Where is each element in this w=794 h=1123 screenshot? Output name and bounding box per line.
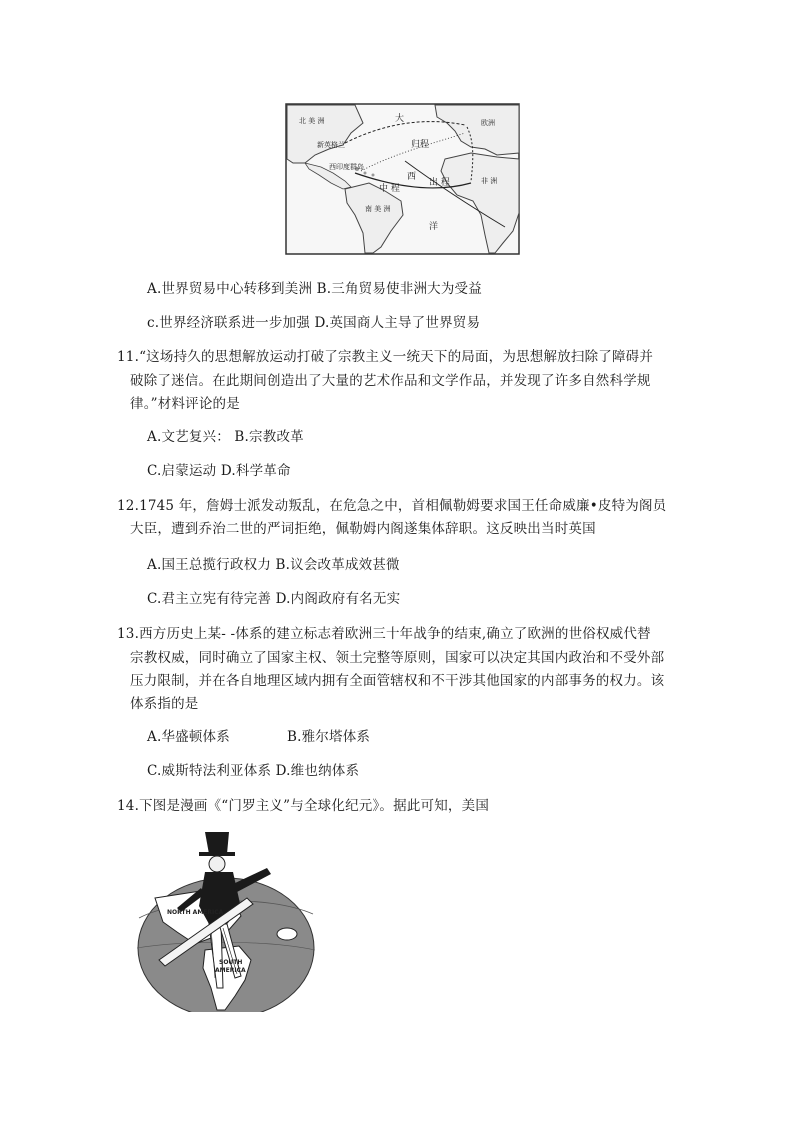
map-label-west-indies: 西印度群岛 — [329, 163, 364, 171]
map-label-north-america: 北 美 洲 — [299, 117, 325, 125]
q12-options-line1: A.国王总揽行政权力 B.议会改革成效甚微 — [147, 557, 400, 573]
q12-stem-line2: 大臣，遭到乔治二世的严词拒绝，佩勒姆内阁遂集体辞职。这反映出当时英国 — [130, 521, 596, 537]
monroe-doctrine-cartoon — [137, 828, 315, 1012]
q13-option-b: B.雅尔塔体系 — [287, 729, 371, 745]
map-label-europe: 欧洲 — [481, 119, 495, 127]
q11-stem-line2: 破除了迷信。在此期间创造出了大量的艺术作品和文学作品，并发现了许多自然科学规 — [130, 373, 651, 389]
q11-stem-line3: 律。”材料评论的是 — [130, 396, 240, 412]
q12-stem-line1: 12.1745 年，詹姆士派发动叛乱，在危急之中，首相佩勒姆要求国王任命威廉•皮特为阁员 — [117, 498, 667, 514]
map-label-south-america: 南 美 洲 — [365, 205, 391, 213]
map-label-outbound: 出 程 — [429, 178, 450, 188]
map-label-ocean: 大 — [395, 114, 405, 124]
q12-options-line2: C.君主立宪有待完善 D.内阁政府有名无实 — [147, 591, 401, 607]
q10-options-line1: A.世界贸易中心转移到美洲 B.三角贸易使非洲大为受益 — [147, 281, 482, 297]
q13-stem-line2: 宗教权威，同时确立了国家主权、领土完整等原则，国家可以决定其国内政治和不受外部 — [130, 650, 665, 666]
cartoon-label-north-america: NORTH AMERICA — [167, 909, 224, 916]
map-label-return-route: 归程 — [411, 140, 430, 150]
q11-stem-line1: 11.“这场持久的思想解放运动打破了宗教主义一统天下的局面，为思想解放扫除了障碍并 — [117, 349, 654, 365]
q13-options-line2: C.威斯特法利亚体系 D.维也纳体系 — [147, 763, 360, 779]
map-label-west: 西 — [407, 172, 417, 182]
triangular-trade-map — [285, 103, 520, 255]
q10-options-line2: c.世界经济联系进一步加强 D.英国商人主导了世界贸易 — [147, 315, 481, 331]
q13-option-a: A.华盛顿体系 — [147, 729, 230, 745]
q14-stem-line1: 14.下图是漫画《“门罗主义”与全球化纪元》。据此可知，美国 — [117, 798, 490, 814]
map-label-ocean2: 洋 — [429, 222, 439, 232]
q11-options-line1: A.文艺复兴： B.宗教改革 — [147, 429, 304, 445]
q11-options-line2: C.启蒙运动 D.科学革命 — [147, 463, 291, 479]
q13-stem-line3: 压力限制，并在各自地理区域内拥有全面管辖权和不干涉其他国家的内部事务的权力。该 — [130, 673, 665, 689]
map-label-africa: 非 洲 — [481, 177, 498, 185]
q13-stem-line4: 体系指的是 — [130, 696, 199, 712]
cartoon-label-america: AMERICA — [215, 967, 246, 974]
cartoon-label-south: SOUTH — [219, 959, 243, 966]
map-label-new-england: 新英格兰 — [317, 141, 345, 149]
q13-stem-line1: 13.西方历史上某- -体系的建立标志着欧洲三十年战争的结束,确立了欧洲的世俗权威代替 — [117, 626, 651, 642]
map-label-middle-route: 中 程 — [379, 184, 400, 194]
